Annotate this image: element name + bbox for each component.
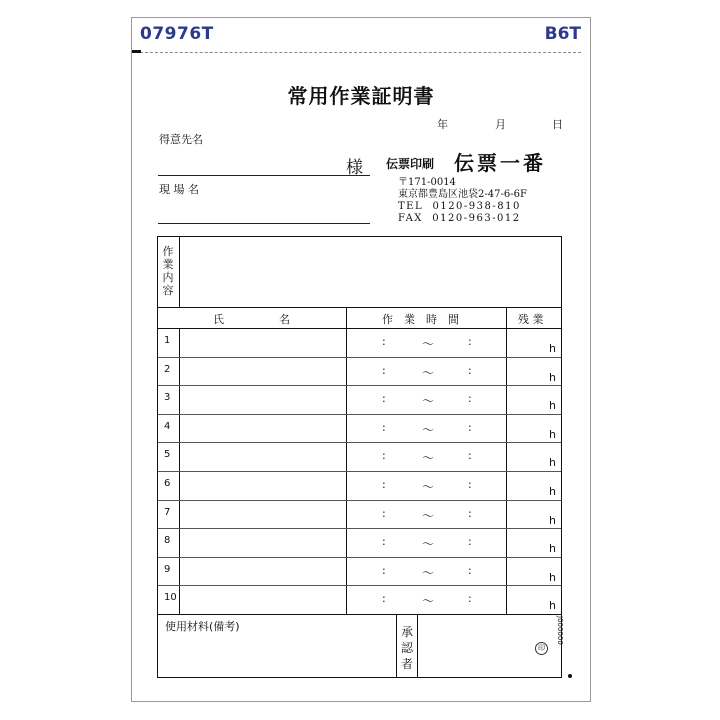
form-header (132, 18, 590, 52)
row-number: 10 (164, 592, 177, 604)
time-range-tilde: 〜 (422, 508, 435, 523)
date-year-label: 年 (437, 118, 448, 131)
table-row-line (158, 585, 561, 586)
side-code: J000000 (556, 616, 564, 645)
site-label: 現 場 名 (159, 183, 199, 196)
table-row-line (158, 471, 561, 472)
end-time-colon: : (468, 506, 472, 520)
company-tel: TEL 0120-938-810 (398, 201, 521, 212)
overtime-hours-unit: h (549, 399, 556, 413)
company-fax: FAX 0120-963-012 (398, 213, 521, 224)
start-time-colon: : (382, 363, 386, 377)
form-title: 常用作業証明書 (287, 84, 435, 108)
overtime-hours-unit: h (549, 427, 556, 441)
table-row-line (158, 528, 561, 529)
row-number: 6 (164, 478, 171, 489)
end-time-colon: : (468, 363, 472, 377)
overtime-hours-unit: h (549, 485, 556, 498)
approver-label: 承認者 (400, 625, 413, 671)
row-number: 2 (164, 363, 171, 375)
start-time-colon: : (382, 535, 386, 549)
time-range-tilde: 〜 (422, 451, 435, 466)
name-column-header: 氏 名 (213, 313, 290, 326)
start-time-colon: : (382, 335, 386, 348)
start-time-colon: : (382, 563, 386, 577)
overtime-column-header: 残 業 (518, 313, 544, 326)
honorific-sama: 様 (346, 158, 363, 178)
work-content-bottom-line (158, 307, 561, 308)
customer-underline (158, 175, 370, 176)
end-time-colon: : (468, 420, 472, 434)
row-number: 7 (164, 506, 171, 518)
time-overtime-divider (506, 307, 507, 614)
table-row-line (158, 557, 561, 558)
row-number: 8 (164, 535, 171, 547)
row-number: 4 (164, 420, 171, 432)
work-content-divider (179, 237, 180, 307)
form-sheet (131, 17, 591, 702)
overtime-hours-unit: h (549, 456, 556, 470)
row-number: 9 (164, 563, 171, 575)
end-time-colon: : (468, 563, 472, 577)
end-time-colon: : (468, 478, 472, 491)
date-month-label: 月 (495, 118, 506, 131)
table-row-line (158, 385, 561, 386)
overtime-hours-unit: h (549, 370, 556, 384)
start-time-colon: : (382, 506, 386, 520)
header-bottom-line (158, 328, 561, 329)
time-range-tilde: 〜 (422, 480, 435, 494)
approver-label-divider (417, 614, 418, 677)
start-time-colon: : (382, 392, 386, 406)
time-range-tilde: 〜 (422, 565, 435, 580)
product-code: 07976T (140, 24, 214, 44)
seal-mark: 印 (535, 642, 548, 655)
start-time-colon: : (382, 478, 386, 491)
time-range-tilde: 〜 (422, 422, 435, 437)
company-postal: 〒171-0014 (398, 177, 456, 188)
work-content-label: 作業内容 (162, 245, 174, 297)
start-time-colon: : (382, 449, 386, 463)
time-range-tilde: 〜 (422, 594, 435, 609)
table-row-line (158, 414, 561, 415)
company-prefix: 伝票印刷 (386, 157, 435, 171)
name-time-divider (346, 307, 347, 614)
overtime-hours-unit: h (549, 599, 556, 613)
overtime-hours-unit: h (549, 513, 556, 527)
perforation-line (140, 52, 581, 53)
company-name: 伝票一番 (454, 151, 546, 175)
row-number: 5 (164, 449, 171, 461)
date-day-label: 日 (552, 118, 563, 131)
side-dot (568, 674, 572, 678)
form-table-frame (157, 236, 562, 678)
row-number: 1 (164, 335, 171, 346)
table-row-line (158, 442, 561, 443)
footer-top-line (158, 614, 561, 615)
time-range-tilde: 〜 (422, 394, 435, 409)
customer-label: 得意先名 (159, 133, 203, 146)
table-row-line (158, 357, 561, 358)
end-time-colon: : (468, 449, 472, 463)
overtime-hours-unit: h (549, 342, 556, 355)
end-time-colon: : (468, 592, 472, 606)
start-time-colon: : (382, 592, 386, 606)
time-range-tilde: 〜 (422, 365, 435, 380)
overtime-hours-unit: h (549, 570, 556, 584)
start-time-colon: : (382, 420, 386, 434)
company-address: 東京都豊島区池袋2-47-6-6F (398, 189, 527, 200)
time-range-tilde: 〜 (422, 537, 435, 552)
site-underline (158, 223, 370, 224)
time-column-header: 作 業 時 間 (382, 313, 459, 326)
table-row-line (158, 500, 561, 501)
overtime-hours-unit: h (549, 542, 556, 556)
row-number: 3 (164, 392, 171, 404)
time-range-tilde: 〜 (422, 337, 435, 351)
end-time-colon: : (468, 535, 472, 549)
materials-label: 使用材料(備考) (165, 620, 240, 633)
end-time-colon: : (468, 335, 472, 348)
perforation-mark (132, 50, 141, 53)
end-time-colon: : (468, 392, 472, 406)
approver-left-line (396, 614, 397, 677)
size-code: B6T (544, 24, 581, 44)
